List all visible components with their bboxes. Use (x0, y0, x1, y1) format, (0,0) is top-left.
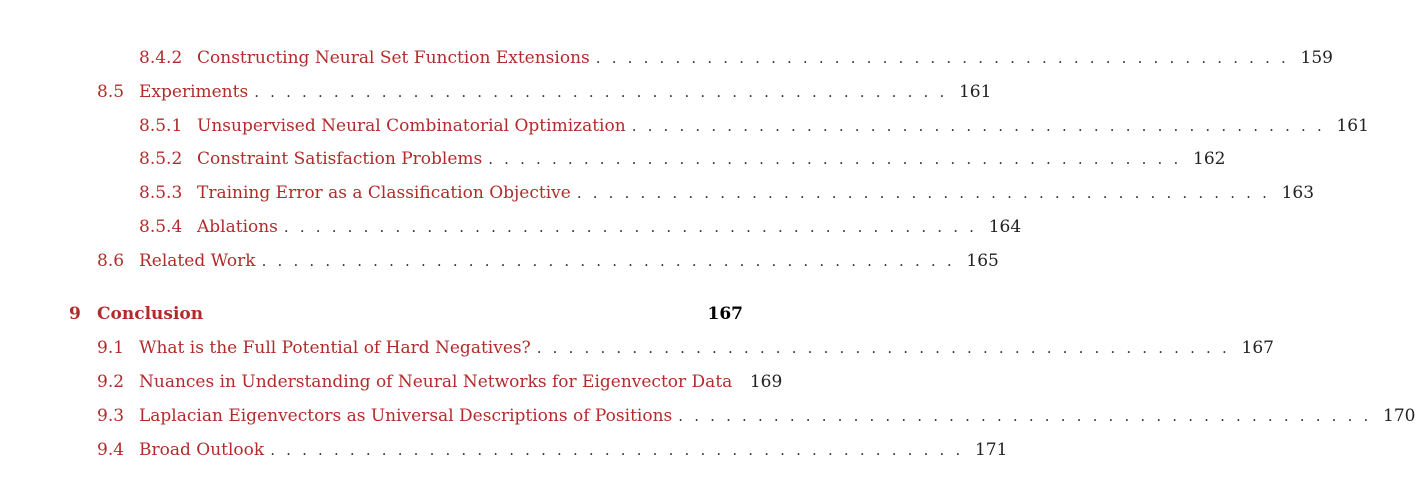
page-number: 164 (988, 217, 1022, 237)
toc-entry-9-2[interactable] (97, 370, 783, 394)
section-title[interactable]: What is the Full Potential of Hard Negatives? (139, 338, 531, 358)
section-title[interactable]: Broad Outlook (139, 440, 265, 460)
toc-entry-8-6[interactable] (97, 249, 999, 273)
dot-leader: . . . . . . . . . . . . . . . . . . . . . . . . . . . . . . . . . . . . . . . . . . . . (261, 252, 955, 270)
toc-entry-8-5-1[interactable] (139, 114, 1369, 138)
section-title[interactable]: Experiments (139, 82, 249, 102)
toc-entry-8-5[interactable] (97, 80, 992, 104)
toc-chapter-9[interactable] (69, 302, 743, 326)
dot-leader: . . . . . . . . . . . . . . . . . . . . . . . . . . . . . . . . . . . . . . . . . . . . (283, 218, 978, 236)
page-number: 169 (749, 372, 783, 392)
dot-leader: . . . . . . . . . . . . . . . . . . . . . . . . . . . . . . . . . . . . . . . . . . . . (678, 407, 1372, 425)
section-number: 8.5.3 (139, 183, 183, 203)
toc-entry-8-5-2[interactable] (139, 147, 1226, 171)
toc-entry-8-4-2[interactable] (139, 46, 1333, 70)
page-number: 161 (1336, 116, 1369, 136)
section-number: 8.5.1 (139, 116, 183, 136)
page-number: 162 (1193, 149, 1226, 169)
section-title[interactable]: Unsupervised Neural Combinatorial Optimization (197, 116, 626, 136)
page-number: 170 (1383, 406, 1416, 426)
section-number: 9.2 (97, 372, 125, 392)
dot-leader: . . . . . . . . . . . . . . . . . . . . . . . . . . . . . . . . . . . . . . . . . . . . (536, 339, 1230, 357)
section-number: 9.3 (97, 406, 125, 426)
section-title[interactable]: Constraint Satisfaction Problems (197, 149, 483, 169)
page-number: 165 (966, 251, 999, 271)
section-number: 8.4.2 (139, 48, 183, 68)
section-number: 9.1 (97, 338, 125, 358)
dot-leader: . . . . . . . . . . . . . . . . . . . . . . . . . . . . . . . . . . . . . . . . . . . . (576, 184, 1271, 202)
section-title[interactable]: Training Error as a Classification Objective (197, 183, 571, 203)
section-title[interactable]: Nuances in Understanding of Neural Networks for Eigenvector Data (139, 372, 733, 392)
dot-leader: . . . . . . . . . . . . . . . . . . . . . . . . . . . . . . . . . . . . . . . . . . . . (270, 441, 964, 459)
chapter-number: 9 (69, 304, 81, 324)
page-number: 167 (1241, 338, 1274, 358)
section-number: 8.5 (97, 82, 125, 102)
toc-entry-8-5-3[interactable] (139, 181, 1315, 205)
page-number: 171 (974, 440, 1008, 460)
dot-leader: . . . . . . . . . . . . . . . . . . . . . . . . . . . . . . . . . . . . . . . . . . . . (595, 49, 1289, 67)
toc-entry-9-1[interactable] (97, 336, 1274, 360)
section-title[interactable]: Related Work (139, 251, 256, 271)
section-title[interactable]: Laplacian Eigenvectors as Universal Descriptions of Positions (139, 406, 673, 426)
page-number: 159 (1300, 48, 1333, 68)
dot-leader: . . . . . . . . . . . . . . . . . . . . . . . . . . . . . . . . . . . . . . . . . . . . (631, 117, 1325, 135)
page-number: 167 (707, 304, 743, 324)
page-number: 161 (958, 82, 992, 102)
toc-entry-9-4[interactable] (97, 438, 1008, 462)
section-number: 8.5.4 (139, 217, 183, 237)
page-number: 163 (1281, 183, 1315, 203)
section-title[interactable]: Constructing Neural Set Function Extensions (197, 48, 590, 68)
toc-entry-9-3[interactable] (97, 404, 1416, 428)
chapter-title[interactable]: Conclusion (97, 304, 204, 324)
section-title[interactable]: Ablations (197, 217, 278, 237)
dot-leader: . . . . . . . . . . . . . . . . . . . . . . . . . . . . . . . . . . . . . . . . . . . . (488, 150, 1182, 168)
section-number: 9.4 (97, 440, 125, 460)
section-number: 8.6 (97, 251, 125, 271)
toc-entry-8-5-4[interactable] (139, 215, 1022, 239)
dot-leader: . . . . . . . . . . . . . . . . . . . . . . . . . . . . . . . . . . . . . . . . . . . . (254, 83, 948, 101)
section-number: 8.5.2 (139, 149, 183, 169)
